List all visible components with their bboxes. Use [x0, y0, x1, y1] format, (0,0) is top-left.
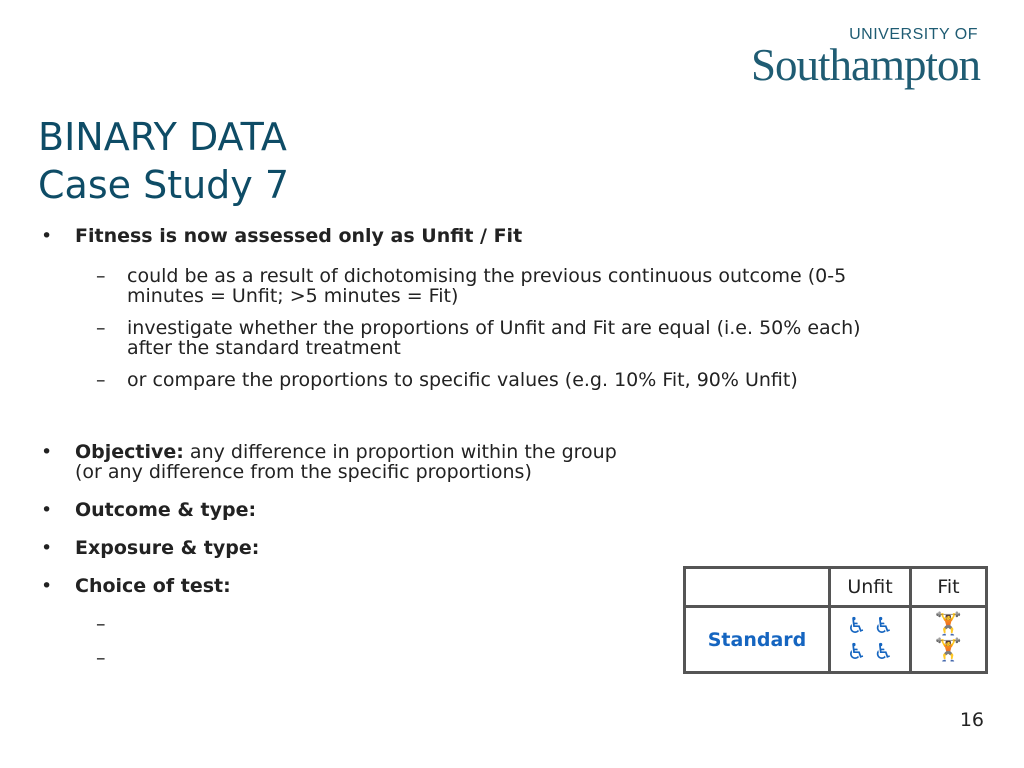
- objective-label: Objective:: [75, 441, 184, 463]
- bullet-dot: •: [41, 225, 53, 247]
- subbullet-dichotomising: [38, 266, 988, 306]
- header-unfit: Unfit: [830, 568, 911, 607]
- bullet-objective: [38, 442, 988, 482]
- bullet-dot: •: [41, 537, 53, 559]
- subbullet-compare: [38, 370, 988, 390]
- header-fit: Fit: [911, 568, 987, 607]
- title-line-1: BINARY DATA: [38, 115, 287, 159]
- unfit-icons: [830, 607, 911, 673]
- outcome-label: Outcome & type:: [75, 499, 257, 521]
- bullet-dot: •: [41, 575, 53, 597]
- weightlifter-icon: 🏋🏋: [934, 612, 963, 663]
- fitness-table: [683, 566, 988, 674]
- bullet-dot: •: [41, 499, 53, 521]
- table-row: [685, 607, 987, 673]
- bullet-dot: •: [41, 441, 53, 463]
- fit-icons: [911, 607, 987, 673]
- table-corner-cell: [685, 568, 830, 607]
- sub-dash: –: [96, 317, 106, 339]
- objective-line-2: (or any difference from the specific proportions): [75, 461, 532, 483]
- row-label-standard: Standard: [685, 607, 830, 673]
- bullet-fitness: [38, 226, 988, 246]
- bullet-fitness-text: Fitness is now assessed only as Unfit / Fit: [75, 225, 523, 247]
- bullet-exposure: [38, 538, 988, 558]
- objective-text: any difference in proportion within the group: [183, 441, 617, 463]
- sub-dash: –: [96, 613, 106, 635]
- wheelchair-icon: ♿ ♿: [846, 639, 894, 665]
- subbullet-text: minutes = Unfit; >5 minutes = Fit): [127, 285, 459, 307]
- slide-title: [38, 113, 289, 209]
- choice-label: Choice of test:: [75, 575, 231, 597]
- page-number: 16: [959, 709, 984, 731]
- subbullet-text: or compare the proportions to specific values (e.g. 10% Fit, 90% Unfit): [127, 369, 798, 391]
- exposure-label: Exposure & type:: [75, 537, 260, 559]
- table-header-row: [685, 568, 987, 607]
- subbullet-text: could be as a result of dichotomising the previous continuous outcome (0-5: [127, 265, 847, 287]
- wheelchair-icon: ♿ ♿: [846, 613, 894, 639]
- sub-dash: –: [96, 369, 106, 391]
- subbullet-text: investigate whether the proportions of Unfit and Fit are equal (i.e. 50% each): [127, 317, 861, 339]
- sub-dash: –: [96, 265, 106, 287]
- sub-dash: –: [96, 647, 106, 669]
- logo-main-text: Southampton: [750, 40, 980, 90]
- title-line-2: Case Study 7: [38, 163, 290, 207]
- bullet-outcome: [38, 500, 988, 520]
- university-logo: [750, 26, 980, 90]
- subbullet-text: after the standard treatment: [127, 337, 401, 359]
- logo-top-text: UNIVERSITY OF: [849, 26, 978, 43]
- subbullet-investigate: [38, 318, 988, 358]
